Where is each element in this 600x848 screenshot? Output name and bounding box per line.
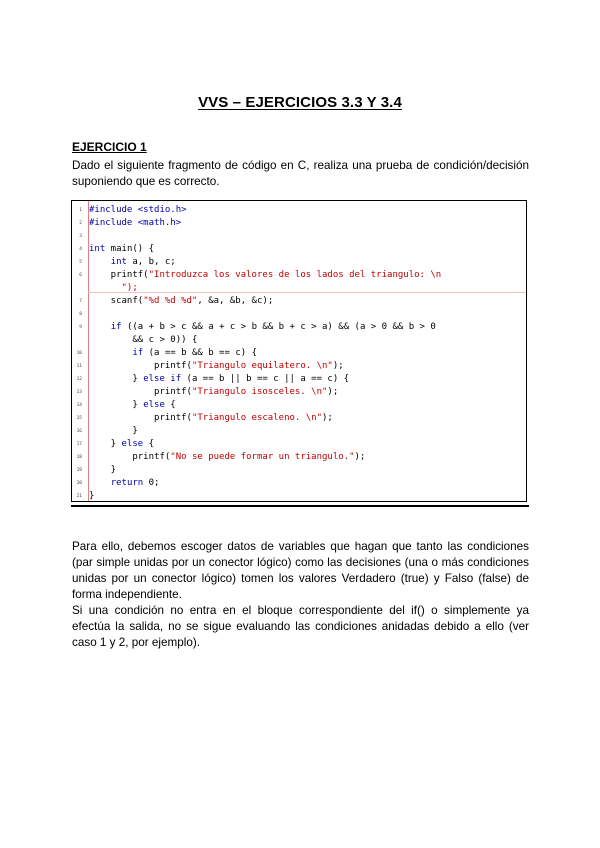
code-token: { (164, 400, 176, 410)
code-text (89, 217, 181, 229)
code-line (72, 256, 526, 268)
code-token: (a == b || b == c || a == c) { (181, 374, 350, 384)
code-token: 0; (143, 478, 160, 488)
section-heading: EJERCICIO 1 (72, 140, 147, 154)
line-number: 2 (79, 221, 82, 226)
code-line (72, 438, 526, 450)
code-text (89, 386, 338, 398)
code-token: printf( (89, 413, 192, 423)
line-number: 9 (79, 325, 82, 330)
code-keyword: int (110, 257, 127, 267)
line-number: 16 (76, 429, 82, 434)
code-line (72, 269, 526, 281)
code-text (89, 490, 94, 502)
code-text (89, 334, 197, 346)
code-text (89, 321, 436, 333)
code-text (89, 451, 365, 463)
code-text (89, 399, 176, 411)
code-line (72, 230, 526, 242)
code-string: "Triangulo escaleno. \n" (191, 413, 322, 423)
line-number: 18 (76, 455, 82, 460)
code-line (72, 425, 526, 437)
line-number: 21 (76, 494, 82, 499)
code-token (89, 322, 111, 332)
code-token (89, 257, 111, 267)
code-token: , &a, &b, &c); (197, 296, 274, 306)
code-token: ); (354, 452, 366, 462)
code-token: } (89, 439, 122, 449)
page-title-text: VVS – EJERCICIOS 3.3 Y 3.4 (198, 94, 402, 111)
code-text (89, 412, 333, 424)
code-token: printf( (89, 387, 192, 397)
code-text (89, 425, 138, 437)
line-number: 6 (79, 273, 82, 278)
code-line (72, 282, 526, 294)
code-line (72, 477, 526, 489)
code-keyword: else (143, 400, 165, 410)
code-token: ); (327, 387, 339, 397)
code-token: { (143, 439, 155, 449)
code-text (89, 438, 154, 450)
code-token: printf( (89, 452, 171, 462)
code-token: printf( (89, 361, 192, 371)
code-token: && c > 0)) { (89, 335, 198, 345)
code-token: } (89, 491, 95, 501)
code-token: } (89, 465, 117, 475)
code-string: "Triangulo isosceles. \n" (191, 387, 328, 397)
code-line (72, 295, 526, 307)
explanation-paragraph: Para ello, debemos escoger datos de variables que hagan que tanto las condiciones (par simple unidas por un conector lógico) como las decisiones (una o más condiciones unidas por un conector lógico) tomen los valores Verdadero (true) y Falso (false) de forma independiente. (72, 540, 529, 601)
code-line (72, 347, 526, 359)
code-token: main() { (105, 244, 155, 254)
code-token: a, b, c; (126, 257, 176, 267)
code-block-underline (71, 505, 529, 507)
code-text (89, 373, 349, 385)
code-line (72, 321, 526, 333)
code-token: (a == b && b == c) { (143, 348, 257, 358)
code-token: scanf( (89, 296, 144, 306)
code-keyword: return (110, 478, 144, 488)
code-line (72, 204, 526, 216)
code-token: } (89, 426, 138, 436)
code-line (72, 399, 526, 411)
code-token: ((a + b > c && a + c > b && b + c > a) && (a > 0 && b > 0 (121, 322, 436, 332)
code-text (89, 477, 159, 489)
code-string: "Introduzca los valores de los lados del triangulo: \n (148, 270, 442, 280)
code-token: ); (332, 361, 344, 371)
code-text (89, 243, 154, 255)
code-line (72, 334, 526, 346)
code-keyword: else (121, 439, 144, 449)
code-text (89, 295, 273, 307)
code-line (72, 243, 526, 255)
code-token: printf( (89, 270, 149, 280)
line-number: 11 (76, 364, 82, 369)
code-token: ); (322, 413, 333, 423)
code-string: "); (89, 283, 138, 293)
line-number: 20 (76, 481, 82, 486)
line-number: 17 (76, 442, 82, 447)
code-token (89, 478, 111, 488)
code-line (72, 217, 526, 229)
code-keyword: else if (143, 374, 182, 384)
code-text (89, 464, 116, 476)
code-line (72, 373, 526, 385)
code-line (72, 360, 526, 372)
code-line (72, 464, 526, 476)
code-text (89, 282, 138, 294)
line-number: 4 (79, 247, 82, 252)
code-text (89, 256, 176, 268)
code-string: "Triangulo equilatero. \n" (191, 361, 333, 371)
code-keyword: int (89, 244, 106, 254)
code-string: "No se puede formar un triangulo." (170, 452, 355, 462)
line-number: 5 (79, 260, 82, 265)
line-number: 19 (76, 468, 82, 473)
code-keyword: if (132, 348, 144, 358)
line-number: 3 (79, 234, 82, 239)
code-string: "%d %d %d" (143, 296, 198, 306)
code-line (72, 412, 526, 424)
page-title (0, 94, 600, 111)
note-paragraph: Si una condición no entra en el bloque correspondiente del if() o simplemente ya efectúa la salida, no se sigue evaluando las condiciones anidadas debido a ello (ver caso 1 y 2, por ejemplo). (72, 604, 529, 649)
line-number: 8 (79, 312, 82, 317)
code-token (89, 348, 132, 358)
code-line (72, 308, 526, 320)
code-keyword: if (110, 322, 122, 332)
code-text (89, 347, 257, 359)
line-number: 12 (76, 377, 82, 382)
code-token: } (89, 400, 144, 410)
code-line (72, 386, 526, 398)
line-wrap-marker (88, 292, 526, 293)
line-number: 10 (76, 351, 82, 356)
line-number: 13 (76, 390, 82, 395)
code-line (72, 451, 526, 463)
code-token: } (89, 374, 144, 384)
line-number: 7 (79, 299, 82, 304)
code-keyword: #include <stdio.h> (89, 205, 187, 215)
intro-paragraph: Dado el siguiente fragmento de código en C, realiza una prueba de condición/decisión suponiendo que es correcto. (72, 159, 529, 188)
code-text (89, 269, 441, 281)
code-block (71, 200, 527, 502)
code-line (72, 490, 526, 502)
code-text (89, 204, 187, 216)
line-number: 15 (76, 416, 82, 421)
code-keyword: #include <math.h> (89, 218, 182, 228)
line-number: 14 (76, 403, 82, 408)
code-text (89, 360, 344, 372)
line-number: 1 (79, 208, 82, 213)
